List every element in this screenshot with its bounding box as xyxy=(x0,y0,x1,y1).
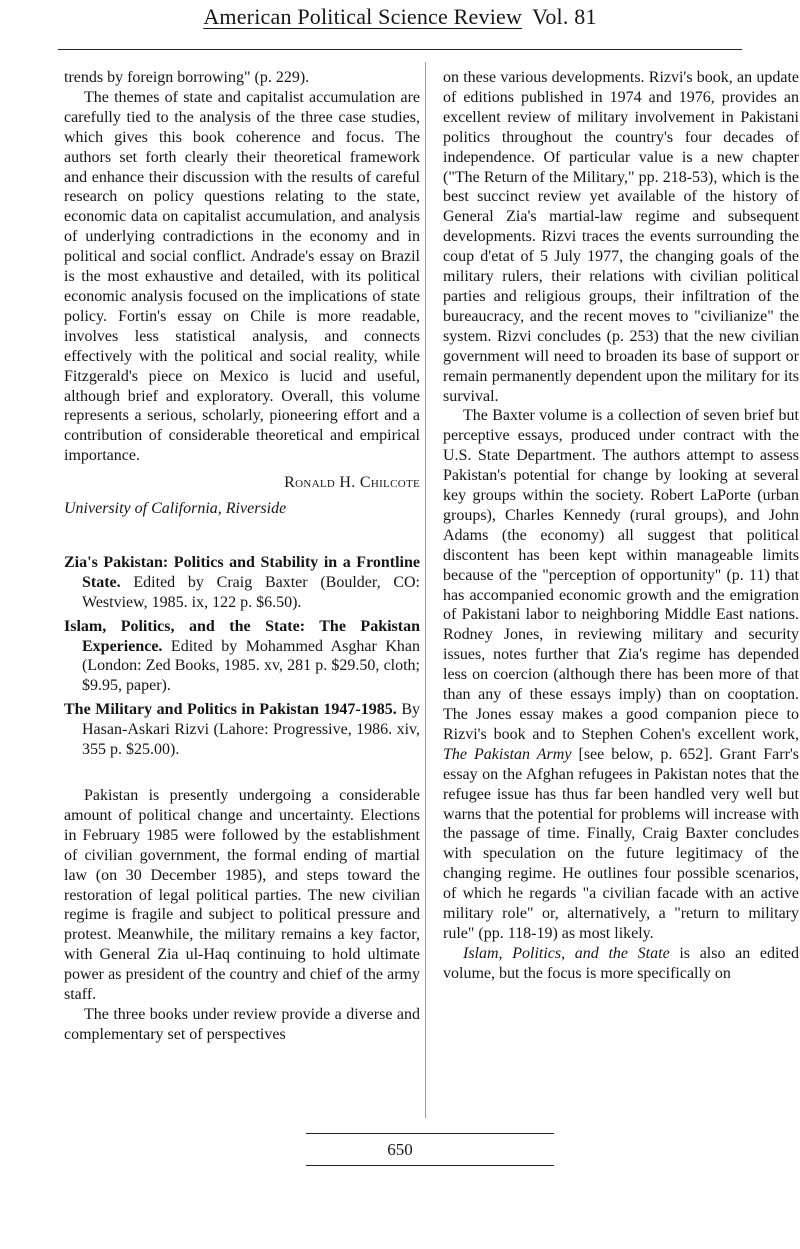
paragraph-baxter xyxy=(443,406,799,943)
citation-item xyxy=(64,553,420,613)
left-column xyxy=(64,68,420,1045)
reviewer-affiliation: University of California, Riverside xyxy=(64,500,287,518)
citation-detail: Edited by Craig Baxter (Boulder, CO: Westview, 1985. ix, 122 p. $6.50). xyxy=(82,573,420,611)
reviewer-signature xyxy=(64,473,420,493)
paragraph-three-books: The three books under review provide a diverse and complementary set of perspectives xyxy=(64,1005,420,1043)
reviewer-name: Ronald H. Chilcote xyxy=(284,474,420,492)
citation-detail: By Hasan-Askari Rizvi (Lahore: Progressive, 1986. xiv, 355 p. $25.00). xyxy=(82,701,421,759)
reviewed-book-title: Islam, Politics, and the State xyxy=(463,944,670,962)
citation-item xyxy=(64,617,420,697)
paragraph-baxter-text-b: [see below, p. 652]. Grant Farr's essay on the Afghan refugees in Pakistan notes that the refugee issue has thus far been handled very well but warns that the potential for problems will increase with the passage of time. Finally, Craig Baxter concludes with speculation on the future legitimacy of the changing regime. He outlines four possible scenarios, of which he regards "a civilian facade with an active military role" or, alternatively, a "return to military rule" (pp. 118-19) as most likely. xyxy=(443,745,800,942)
citation-title: The Military and Politics in Pakistan 1947-1985. xyxy=(64,701,397,719)
footer-rule-bottom xyxy=(306,1165,554,1166)
right-column xyxy=(443,68,799,984)
journal-title: American Political Science Review xyxy=(203,4,523,29)
paragraph-themes: The themes of state and capitalist accumulation are carefully tied to the analysis of the three case studies, which gives this book coherence and focus. The authors set forth clearly their theoretical framework and enhance their discussion with the results of careful research on policy questions relating to the state, economic data on capitalist accumulation, and analysis of underlying contradictions in the economy and in political and social conflict. Andrade's essay on Brazil is the most exhaustive and detailed, with its political economic analysis focused on the implications of state policy. Fortin's essay on Chile is more readable, involves less statistical analysis, and connects effectively with the political and social reality, while Fitzgerald's piece on Mexico is lucid and useful, although brief and exploratory. Overall, this volume represents a serious, scholarly, pioneering effort and a contribution of considerable theoretical and empirical importance. xyxy=(64,88,420,465)
paragraph-rizvi: on these various developments. Rizvi's book, an update of editions published in 1974 and 1976, provides an excellent review of military involvement in Pakistani politics throughout the country's four decades of independence. Of particular value is a new chapter ("The Return of the Military," pp. 218-53), which is the best succinct review yet available of the history of General Zia's martial-law regime and subsequent developments. Rizvi traces the events surrounding the coup d'etat of 5 July 1977, the changing goals of the military rulers, their relations with civilian political parties and religious groups, their infiltration of the bureaucracy, and the recent moves to "civilianize" the system. Rizvi concludes (p. 253) that the new civilian government will need to broaden its base of support or remain permanently dependent upon the military for its survival. xyxy=(443,69,799,405)
header-rule xyxy=(58,49,742,50)
footer-rule-top xyxy=(306,1133,554,1134)
paragraph-pakistan: Pakistan is presently undergoing a considerable amount of political change and uncertainty. Elections in February 1985 were followed by the establishment of civilian government, the formal ending of martial law (on 30 December 1985), and steps toward the restoration of legal political parties. The new civilian regime is fragile and subject to political pressure and protest. Meanwhile, the military remains a key factor, with General Zia ul-Haq continuing to hold ultimate power as president of the country and chief of the army staff. xyxy=(64,787,420,1004)
citation-detail: Edited by Mohammed Asghar Khan (London: Zed Books, 1985. xv, 281 p. $29.50, cloth; $9.95, paper). xyxy=(82,637,420,695)
paragraph-islam xyxy=(443,944,799,984)
volume-label: Vol. 81 xyxy=(532,4,597,29)
citation-title: Islam, Politics, and the State: The Pakistan Experience. xyxy=(64,617,420,655)
cited-work-title: The Pakistan Army xyxy=(443,745,572,763)
citation-title: Zia's Pakistan: Politics and Stability in a Frontline State. xyxy=(64,553,420,591)
citation-item xyxy=(64,700,420,760)
paragraph-continuation: trends by foreign borrowing" (p. 229). xyxy=(64,69,310,86)
book-citations xyxy=(64,553,420,760)
column-divider xyxy=(425,62,426,1118)
page-number: 650 xyxy=(387,1140,413,1159)
paragraph-baxter-text-a: The Baxter volume is a collection of seven brief but perceptive essays, produced under contract with the U.S. State Department. The authors attempt to assess Pakistan's potential for change by looking at several key groups within the society. Robert LaPorte (urban groups), Charles Kennedy (rural groups), and John Adams (the economy) all suggest that political discontent has been kept within manageable limits because of the "perception of opportunity" (p. 11) that has accompanied economic growth and the emigration of Pakistani labor to neighboring Middle East nations. Rodney Jones, in reviewing military and security issues, notes further that Zia's regime has depended less on coercion (although there has been more of that than any of these essays imply) than on cooptation. The Jones essay makes a good companion piece to Rizvi's book and to Stephen Cohen's excellent work, xyxy=(443,407,799,743)
paragraph-islam-text: is also an edited volume, but the focus is more specifically on xyxy=(443,944,799,982)
running-head xyxy=(0,2,800,32)
